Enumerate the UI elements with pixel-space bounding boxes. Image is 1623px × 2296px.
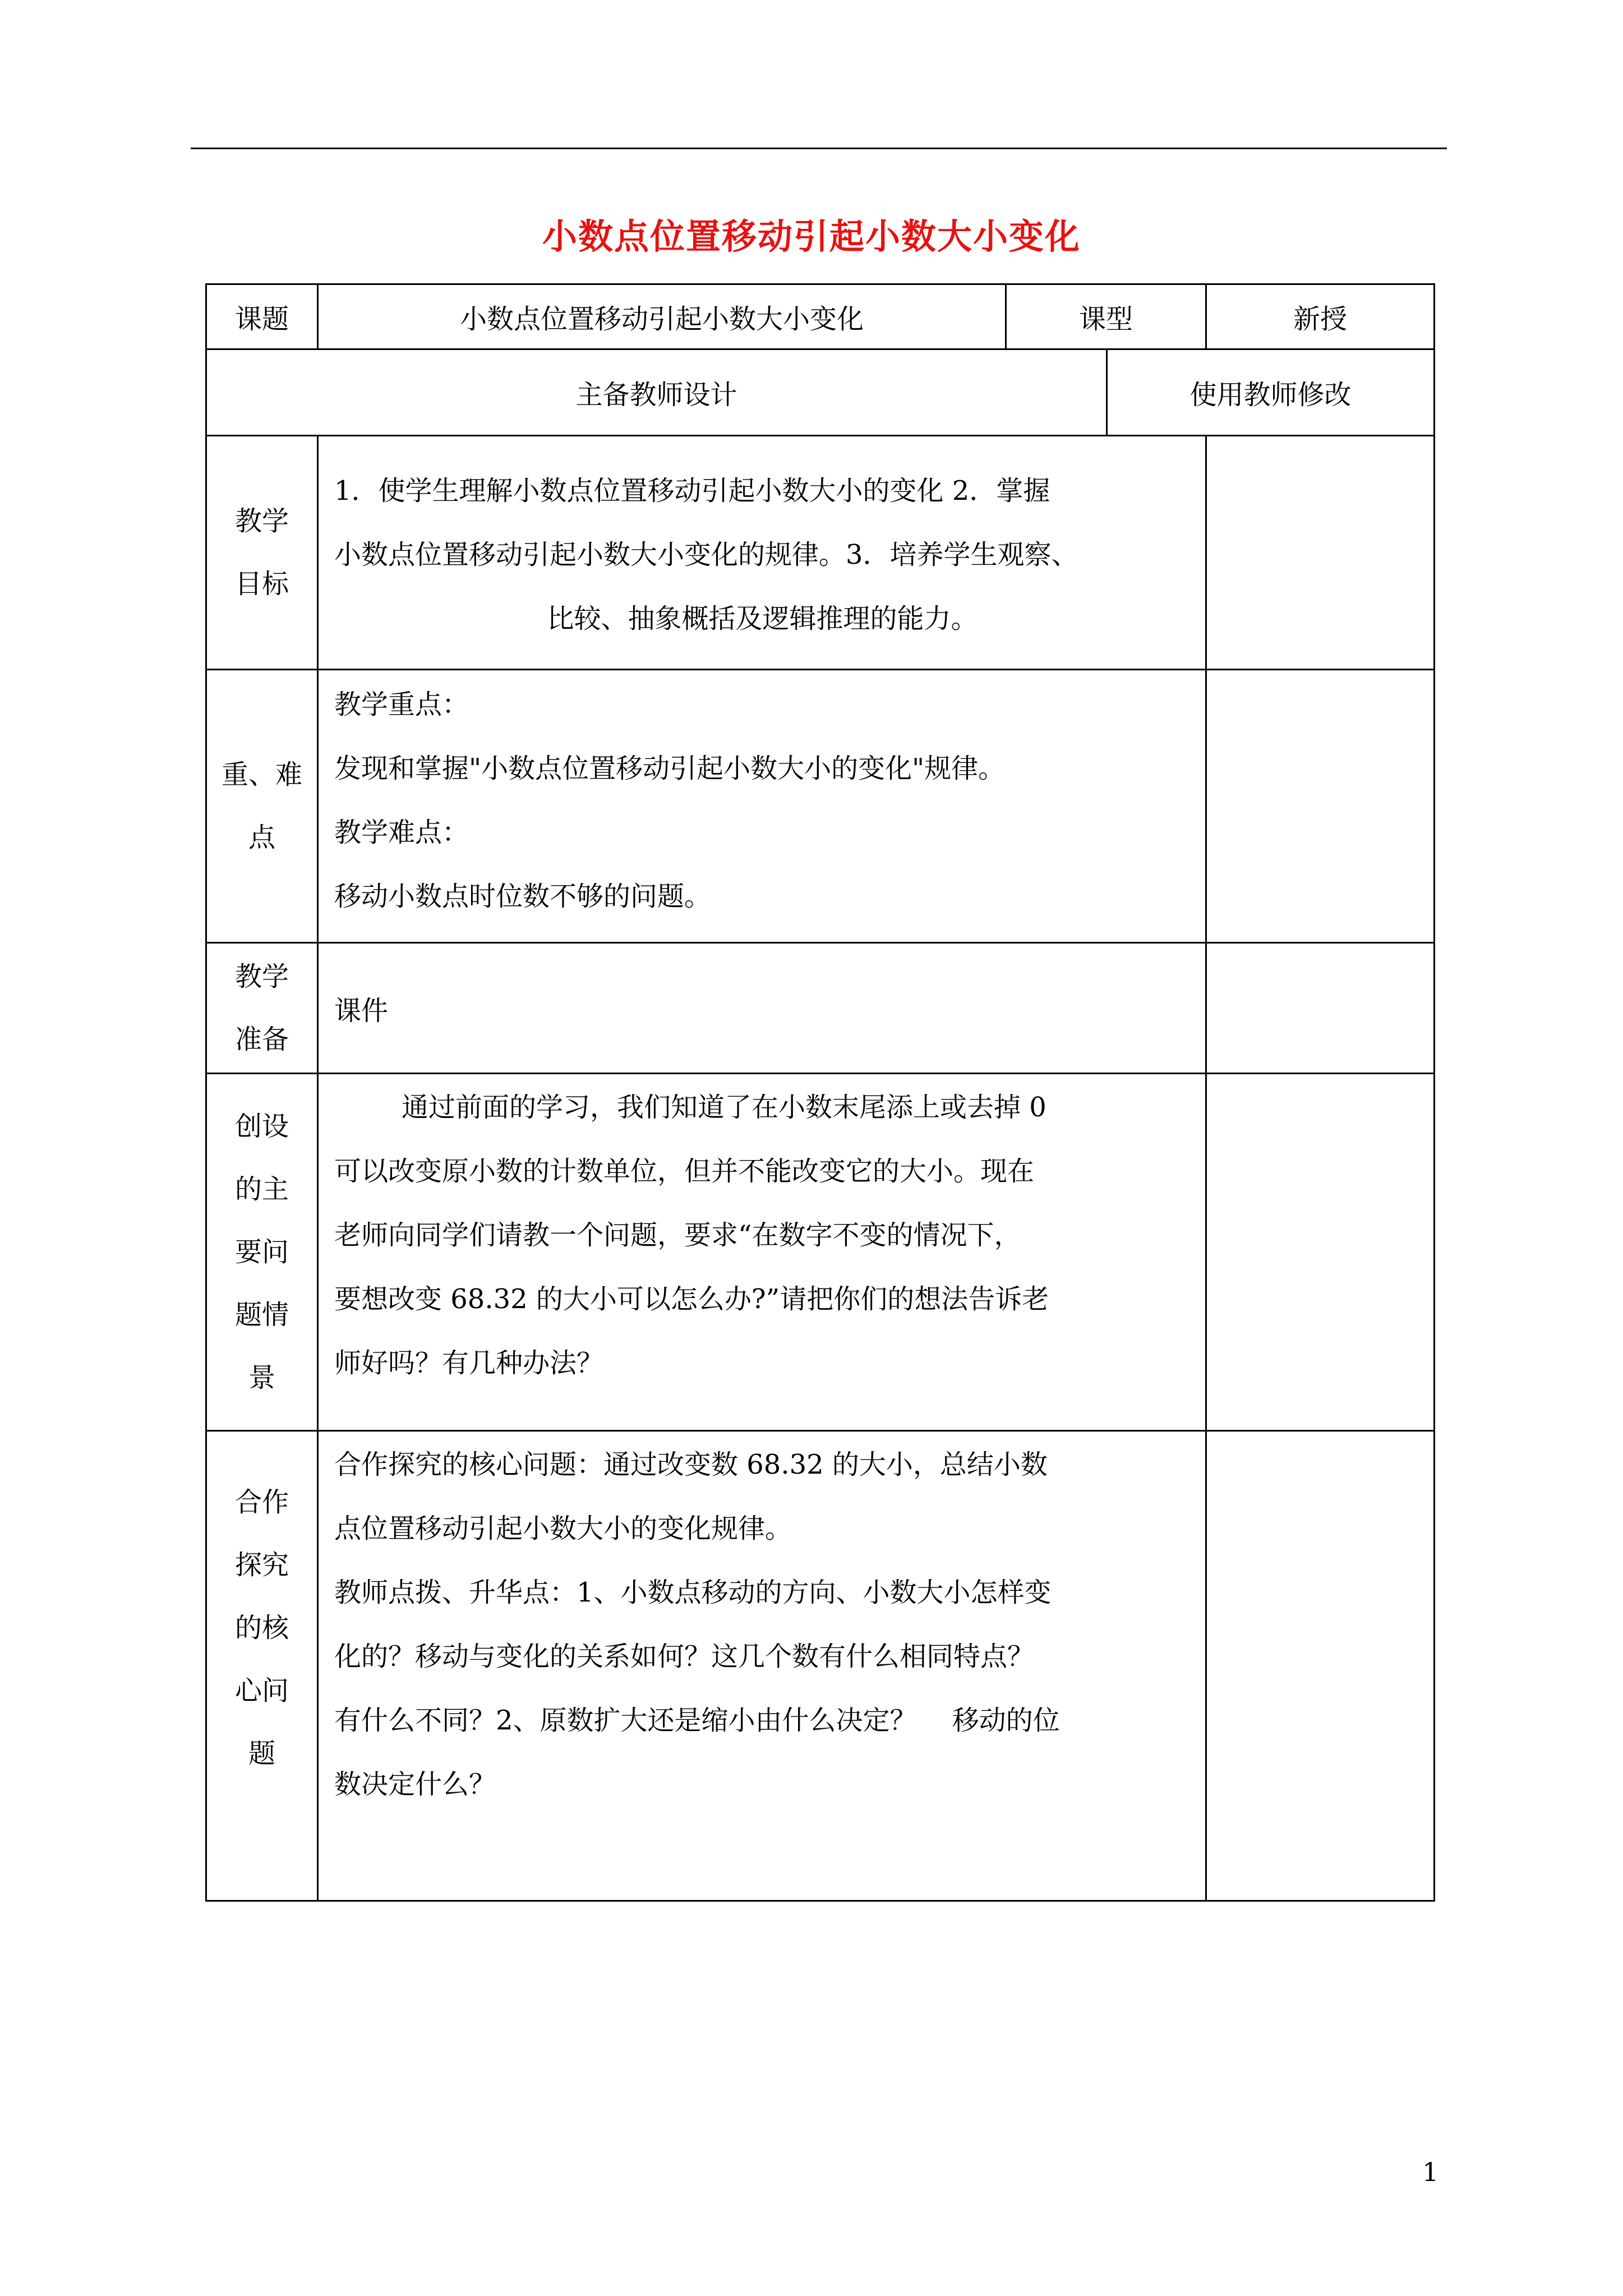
teacher-modify-heading: 使用教师修改	[1107, 349, 1435, 436]
scenario-row	[206, 1074, 1435, 1431]
scenario-content	[318, 1074, 1206, 1431]
header-rule	[191, 148, 1447, 149]
scenario-line: 可以改变原小数的计数单位，但并不能改变它的大小。现在	[334, 1156, 1035, 1187]
main-design-heading: 主备教师设计	[206, 349, 1107, 436]
lesson-type-label: 课型	[1006, 284, 1206, 349]
objectives-modify-cell	[1206, 436, 1435, 670]
key-points-modify-cell	[1206, 670, 1435, 943]
objectives-row	[206, 436, 1435, 670]
scenario-line: 师好吗？有几种办法？	[334, 1347, 604, 1379]
preparation-row	[206, 943, 1435, 1074]
core-question-line: 化的？移动与变化的关系如何？这几个数有什么相同特点？	[334, 1641, 1035, 1672]
scenario-line: 通过前面的学习，我们知道了在小数末尾添上或去掉 0	[402, 1092, 1046, 1123]
objectives-line: 小数点位置移动引起小数大小变化的规律。3．培养学生观察、	[334, 539, 1078, 570]
key-points-label: 重、难 点	[206, 670, 318, 943]
page-number: 1	[1422, 2157, 1439, 2187]
scenario-modify-cell	[1206, 1074, 1435, 1431]
core-question-modify-cell	[1206, 1431, 1435, 1901]
lesson-type-value: 新授	[1206, 284, 1435, 349]
core-question-content	[318, 1431, 1206, 1901]
key-points-line: 教学重点：	[334, 689, 469, 720]
objectives-label: 教学 目标	[206, 436, 318, 670]
topic-value: 小数点位置移动引起小数大小变化	[318, 284, 1006, 349]
scenario-label: 创设 的主 要问 题情 景	[206, 1074, 318, 1431]
preparation-content: 课件	[318, 943, 1206, 1074]
design-header-row	[206, 349, 1435, 436]
key-points-line: 发现和掌握"小数点位置移动引起小数大小的变化"规律。	[334, 753, 1006, 784]
core-question-line: 点位置移动引起小数大小的变化规律。	[334, 1513, 792, 1544]
scenario-line: 要想改变 68.32 的大小可以怎么办?”请把你们的想法告诉老	[334, 1283, 1049, 1315]
key-points-line: 移动小数点时位数不够的问题。	[334, 881, 712, 912]
topic-label: 课题	[206, 284, 318, 349]
core-question-line: 教师点拨、升华点：1、小数点移动的方向、小数大小怎样变	[334, 1577, 1052, 1608]
objectives-line: 1．使学生理解小数点位置移动引起小数大小的变化 2．掌握	[334, 475, 1050, 507]
topic-row	[206, 284, 1435, 349]
objectives-line: 比较、抽象概括及逻辑推理的能力。	[547, 603, 978, 634]
core-question-label: 合作 探究 的核 心问 题	[206, 1431, 318, 1901]
core-question-line: 有什么不同？2、原数扩大还是缩小由什么决定？ 移动的位	[334, 1705, 1060, 1736]
objectives-content	[318, 436, 1206, 670]
scenario-line: 老师向同学们请教一个问题，要求“在数字不变的情况下，	[334, 1220, 1021, 1251]
key-points-row	[206, 670, 1435, 943]
preparation-label: 教学 准备	[206, 943, 318, 1074]
key-points-content	[318, 670, 1206, 943]
key-points-line: 教学难点：	[334, 817, 469, 848]
core-question-row	[206, 1431, 1435, 1901]
lesson-plan-table	[205, 283, 1435, 1902]
document-title: 小数点位置移动引起小数大小变化	[542, 216, 1081, 257]
preparation-modify-cell	[1206, 943, 1435, 1074]
core-question-line: 合作探究的核心问题：通过改变数 68.32 的大小，总结小数	[334, 1449, 1048, 1480]
core-question-line: 数决定什么？	[334, 1769, 496, 1800]
